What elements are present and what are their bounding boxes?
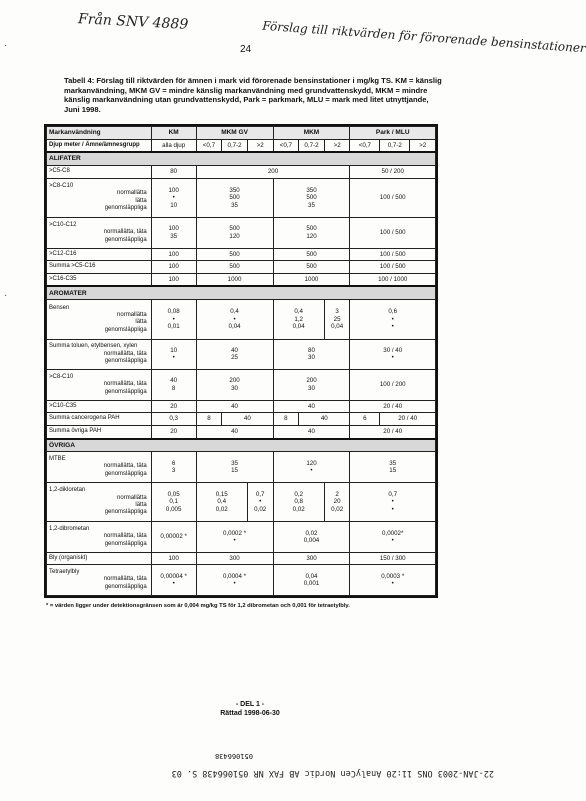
- table-footnote: * = värden ligger under detektionsgränsen som är 0,004 mg/kg TS för 1,2 dibrometan och 0,001 för tetraetylbly.: [46, 603, 350, 609]
- guideline-table: [44, 124, 438, 598]
- row-label-sub: normallätta lätta genomsläppliga: [104, 190, 147, 212]
- row-label-main: >C8-C10: [49, 182, 74, 189]
- table-row: [47, 165, 436, 178]
- cell-mkm-gv: 0,0004 * •: [196, 565, 273, 596]
- row-label: [47, 522, 152, 553]
- table-row: [47, 452, 436, 483]
- row-label-main: Bensen: [49, 304, 70, 311]
- row-label-main: >C8-C10: [49, 373, 74, 380]
- cell-km: 100: [151, 248, 196, 261]
- cell-park-deep: 20 / 40: [380, 413, 436, 426]
- cell-park: 30 / 40 •: [350, 339, 436, 370]
- cell-km: 20: [151, 425, 196, 438]
- row-label: Summa övriga PAH: [47, 425, 152, 438]
- cell-km: 100: [151, 552, 196, 565]
- cell-km: 100 • 10: [151, 178, 196, 217]
- cell-km: 10 •: [151, 339, 196, 370]
- depth-lt07: <0,7: [350, 139, 380, 152]
- cell-mkm: 300: [273, 552, 350, 565]
- cell-mkm-gv: 0,0002 * •: [196, 522, 273, 553]
- depth-lt07: <0,7: [196, 139, 222, 152]
- row-label-sub: normallätta, täta genomsläppliga: [103, 381, 147, 395]
- row-label-sub: normallätta, täta genomsläppliga: [103, 463, 147, 477]
- cell-mkm-gv: 300: [196, 552, 273, 565]
- row-label: >C10-C35: [47, 400, 152, 413]
- row-label-sub: normallätta lätta genomsläppliga: [104, 311, 147, 333]
- cell-mkm-deep: 40: [299, 413, 350, 426]
- row-label-main: Summa toluen, etylbensen, xylen: [49, 343, 138, 350]
- cell-mkm-deep: 2 20 0,02: [324, 482, 350, 521]
- row-label-sub: normallätta, täta genomsläppliga: [103, 533, 147, 547]
- table-row: [47, 400, 436, 413]
- row-label-sub: normallätta lätta genomsläppliga: [104, 494, 147, 516]
- section-row: [47, 439, 436, 452]
- cell-mkm-gv: 40: [196, 400, 273, 413]
- depth-gt2: >2: [324, 139, 350, 152]
- cell-mkm-gv: 200 30: [196, 370, 273, 401]
- cell-park-shallow: 6: [350, 413, 380, 426]
- cell-mkm-deep: 3 25 0,04: [324, 300, 350, 339]
- cell-mkm-shallow: 0,2 0,8 0,02: [273, 482, 324, 521]
- cell-mkm: 500 120: [273, 218, 350, 249]
- cell-mkm-gv: 500: [196, 248, 273, 261]
- row-label: [47, 452, 152, 483]
- row-label: [47, 482, 152, 521]
- table-row: [47, 339, 436, 370]
- row-label-main: 1,2-dikloretan: [49, 487, 86, 494]
- cell-mkm: 1000: [273, 273, 350, 286]
- table-row: [47, 273, 436, 286]
- table-row: [47, 522, 436, 553]
- row-label-sub: normallätta, täta genomsläppliga: [103, 576, 147, 590]
- cell-km: 20: [151, 400, 196, 413]
- fax-header-line: 22-JAN-2003 ONS 11:20 AnalyCen Nordic AB FAX NR 051066438 S. 03: [171, 768, 494, 778]
- section-row: [47, 152, 436, 165]
- depth-all: alla djup: [151, 139, 196, 152]
- margin-mark: ·: [4, 290, 8, 301]
- depth-lt07: <0,7: [273, 139, 299, 152]
- cell-mkm-gv-shallow: 8: [196, 413, 222, 426]
- table-row: [47, 482, 436, 521]
- cell-park: 100 / 500: [350, 218, 436, 249]
- cell-park: 50 / 200: [350, 165, 436, 178]
- cell-mkm-shallow: 8: [273, 413, 299, 426]
- fax-code: 051066438: [215, 752, 253, 760]
- table-row: [47, 248, 436, 261]
- section-alifater: ALIFATER: [47, 152, 436, 165]
- cell-mkm-gv: 35 15: [196, 452, 273, 483]
- table-row: [47, 178, 436, 217]
- row-label: [47, 218, 152, 249]
- cell-mkm: 500: [273, 248, 350, 261]
- header-markanvandning: Markanvändning: [47, 127, 152, 140]
- cell-park: 20 / 40: [350, 400, 436, 413]
- cell-km: 0,00004 * •: [151, 565, 196, 596]
- document-footer: [210, 700, 290, 718]
- header-mkm-gv: MKM GV: [196, 127, 273, 140]
- margin-mark: ·: [4, 40, 8, 51]
- cell-mkm: 350 500 35: [273, 178, 350, 217]
- depth-07-2: 0,7-2: [299, 139, 325, 152]
- cell-mkm: 120 •: [273, 452, 350, 483]
- section-aromater: AROMATER: [47, 286, 436, 299]
- cell-km: 100: [151, 261, 196, 274]
- section-ovriga: ÖVRIGA: [47, 439, 436, 452]
- cell-park: 20 / 40: [350, 425, 436, 438]
- cell-mkm-gv: 40 25: [196, 339, 273, 370]
- row-label: [47, 370, 152, 401]
- row-label: >C5-C8: [47, 165, 152, 178]
- cell-km: 100 35: [151, 218, 196, 249]
- row-label-sub: normallätta, täta genomsläppliga: [103, 229, 147, 243]
- cell-mkm: 200: [196, 165, 350, 178]
- table-row: [47, 413, 436, 426]
- cell-mkm-gv: 1000: [196, 273, 273, 286]
- cell-park: 0,7 • •: [350, 482, 436, 521]
- depth-gt2: >2: [410, 139, 436, 152]
- cell-park: 150 / 300: [350, 552, 436, 565]
- row-label: Summa >C5-C16: [47, 261, 152, 274]
- table-row: [47, 370, 436, 401]
- cell-mkm: 200 30: [273, 370, 350, 401]
- cell-mkm-gv: 350 500 35: [196, 178, 273, 217]
- cell-mkm-gv: 500: [196, 261, 273, 274]
- row-label-main: 1,2-dibrometan: [49, 525, 90, 532]
- cell-km: 100: [151, 273, 196, 286]
- cell-mkm: 0,02 0,004: [273, 522, 350, 553]
- row-label: >C12-C16: [47, 248, 152, 261]
- cell-mkm: 40: [273, 425, 350, 438]
- cell-km: 6 3: [151, 452, 196, 483]
- cell-mkm-gv: 0,4 • 0,04: [196, 300, 273, 339]
- cell-mkm: 40: [273, 400, 350, 413]
- header-km: KM: [151, 127, 196, 140]
- cell-park: 100 / 200: [350, 370, 436, 401]
- header-mkm: MKM: [273, 127, 350, 140]
- row-label-main: >C10-C12: [49, 221, 77, 228]
- table-row: [47, 261, 436, 274]
- depth-header-row: [47, 139, 436, 152]
- handwritten-note-source: Från SNV 4889: [77, 11, 189, 33]
- cell-km: 0,05 0,1 0,005: [151, 482, 196, 521]
- row-label: [47, 565, 152, 596]
- handwritten-note-title: Förslag till riktvärden för förorenade bensinstationer: [261, 18, 586, 56]
- cell-mkm-gv-deep: 40: [222, 413, 273, 426]
- table-row: [47, 300, 436, 339]
- table-row: [47, 218, 436, 249]
- table-row: [47, 565, 436, 596]
- cell-mkm-gv-shallow: 0,15 0,4 0,02: [196, 482, 247, 521]
- table-caption: Tabell 4: Förslag till riktvärden för ämnen i mark vid förorenade bensinstationer i mg/kg TS. KM = känslig markanvändning, MKM GV = mindre känslig markanvändning med grundvattenskydd, MKM = mindre känslig markanvändning utan grundvattenskydd, Park = parkmark, MLU = mark med litet utnyttjande, Juni 1998.: [64, 76, 442, 114]
- cell-km: 80: [151, 165, 196, 178]
- page-number: 24: [240, 44, 252, 55]
- footer-part: - DEL 1 -: [235, 701, 265, 708]
- depth-label: Djup meter / Ämne/ämnesgrupp: [47, 139, 152, 152]
- cell-mkm: 500: [273, 261, 350, 274]
- row-label-main: MTBE: [49, 455, 66, 462]
- header-park-mlu: Park / MLU: [350, 127, 436, 140]
- cell-mkm: 80 30: [273, 339, 350, 370]
- cell-km: 40 8: [151, 370, 196, 401]
- cell-park: 100 / 500: [350, 248, 436, 261]
- section-row: [47, 286, 436, 299]
- cell-km: 0,3: [151, 413, 196, 426]
- cell-km: 0,08 • 0,01: [151, 300, 196, 339]
- cell-park: 100 / 500: [350, 261, 436, 274]
- cell-mkm-gv-deep: 0,7 • 0,02: [247, 482, 273, 521]
- cell-park: 35 15: [350, 452, 436, 483]
- cell-km: 0,00002 *: [151, 522, 196, 553]
- depth-07-2: 0,7-2: [380, 139, 410, 152]
- row-label: [47, 300, 152, 339]
- row-label-sub: normallätta, täta genomsläppliga: [103, 350, 147, 365]
- cell-mkm: 0,04 0,001: [273, 565, 350, 596]
- footer-date: Rättad 1998-06-30: [220, 710, 280, 717]
- table-header-row: [47, 127, 436, 140]
- table-row: [47, 425, 436, 438]
- row-label: Bly (organiskt): [47, 552, 152, 565]
- cell-mkm-shallow: 0,4 1,2 0,04: [273, 300, 324, 339]
- row-label: [47, 339, 152, 370]
- row-label: Summa cancerogena PAH: [47, 413, 152, 426]
- cell-mkm-gv: 500 120: [196, 218, 273, 249]
- row-label: [47, 178, 152, 217]
- cell-park: 100 / 1000: [350, 273, 436, 286]
- row-label: >C16-C35: [47, 273, 152, 286]
- depth-gt2: >2: [247, 139, 273, 152]
- cell-park: 0,6 • •: [350, 300, 436, 339]
- table-row: [47, 552, 436, 565]
- row-label-main: Tetraetylbly: [49, 569, 80, 576]
- depth-07-2: 0,7-2: [222, 139, 248, 152]
- cell-mkm-gv: 40: [196, 425, 273, 438]
- cell-park: 100 / 500: [350, 178, 436, 217]
- cell-park: 0,0002* •: [350, 522, 436, 553]
- cell-park: 0,0003 * •: [350, 565, 436, 596]
